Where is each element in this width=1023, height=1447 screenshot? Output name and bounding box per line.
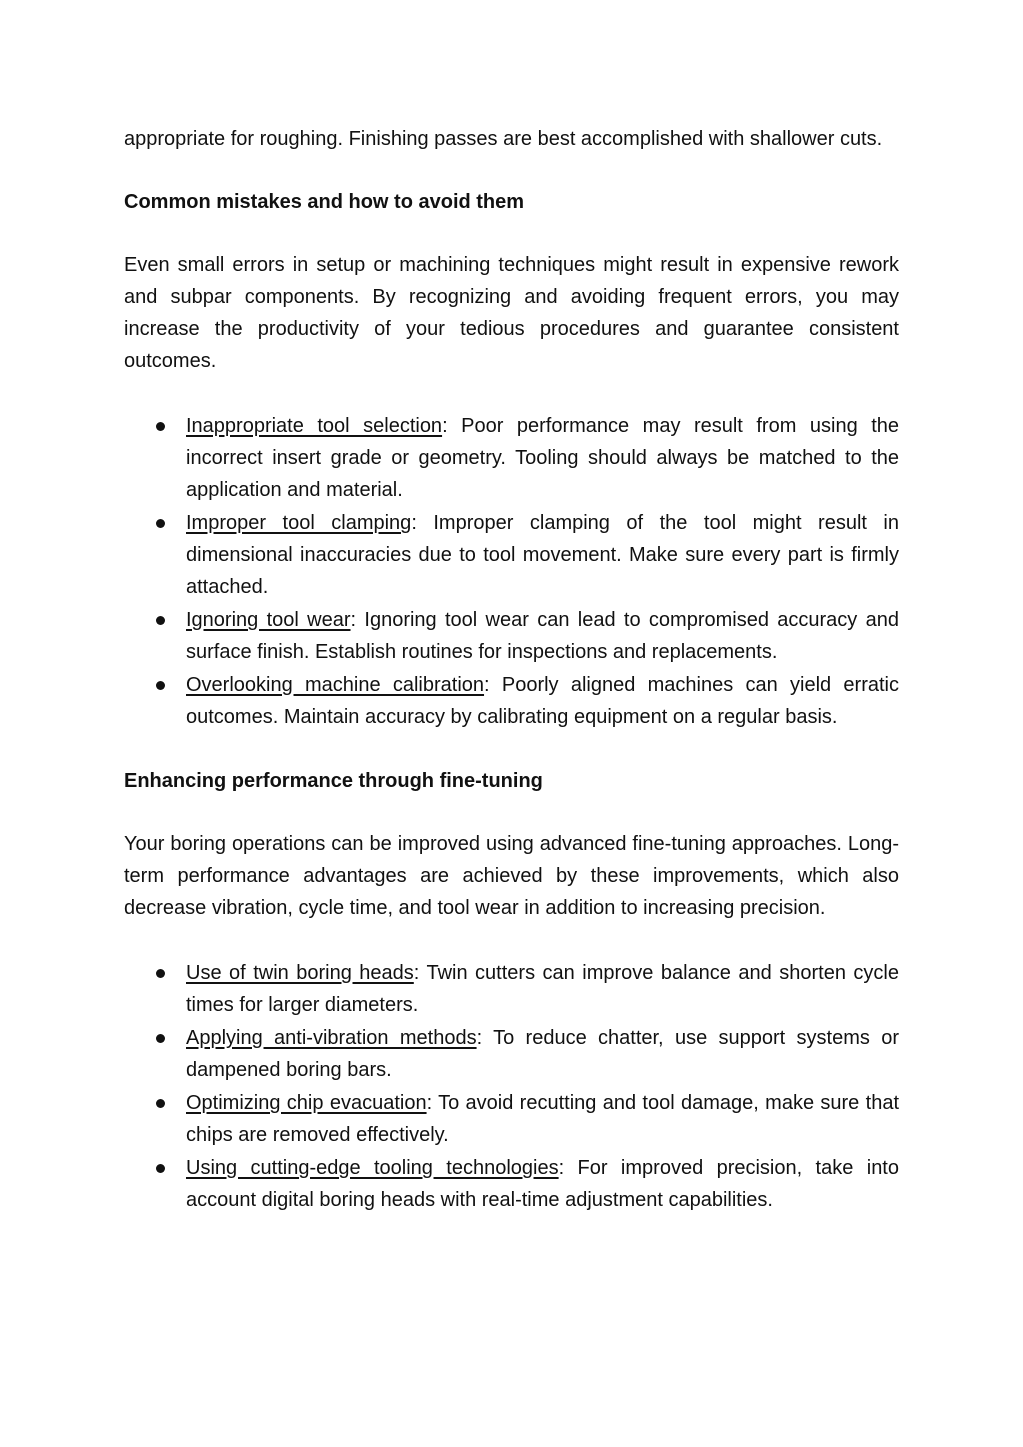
document-page xyxy=(124,123,899,1217)
list-item-text: : Improper clamping of the tool might result in dimensional inaccuracies due to tool movement. Make sure every part is firmly attached. xyxy=(186,512,899,598)
section-heading-mistakes: Common mistakes and how to avoid them xyxy=(124,191,525,213)
list-item-term: Improper tool clamping xyxy=(186,512,412,534)
bullet-icon xyxy=(156,969,165,978)
list-item-term: Ignoring tool wear xyxy=(186,609,351,631)
list-item xyxy=(186,1087,899,1151)
tuning-list xyxy=(124,957,899,1216)
list-item xyxy=(186,1022,899,1086)
list-item-text: : For improved precision, take into account digital boring heads with real-time adjustment capabilities. xyxy=(186,1157,899,1211)
section-heading-tuning: Enhancing performance through fine-tuning xyxy=(124,770,543,792)
bullet-icon xyxy=(156,1164,165,1173)
list-item-text: : To reduce chatter, use support systems or dampened boring bars. xyxy=(186,1027,899,1081)
bullet-icon xyxy=(156,681,165,690)
tuning-paragraph: Your boring operations can be improved using advanced fine-tuning approaches. Long-term performance advantages are achieved by these improvements, which also decrease vibration, cycle time, and tool wear in addition to increasing precision. xyxy=(124,833,899,919)
list-item-term: Overlooking machine calibration xyxy=(186,674,485,696)
list-item xyxy=(186,1152,899,1216)
mistakes-list xyxy=(124,410,899,733)
intro-paragraph: appropriate for roughing. Finishing passes are best accomplished with shallower cuts. xyxy=(124,128,883,150)
list-item-term: Optimizing chip evacuation xyxy=(186,1092,427,1114)
list-item-term: Inappropriate tool selection xyxy=(186,415,443,437)
list-item-text: : To avoid recutting and tool damage, make sure that chips are removed effectively. xyxy=(186,1092,899,1146)
list-item xyxy=(186,507,899,603)
list-item-term: Applying anti-vibration methods xyxy=(186,1027,477,1049)
mistakes-paragraph: Even small errors in setup or machining techniques might result in expensive rework and subpar components. By recognizing and avoiding frequent errors, you may increase the productivity of your tedious procedures and guarantee consistent outcomes. xyxy=(124,254,899,372)
bullet-icon xyxy=(156,422,165,431)
list-item-text: : Poor performance may result from using the incorrect insert grade or geometry. Tooling should always be matched to the application and material. xyxy=(186,415,900,501)
list-item xyxy=(186,669,899,733)
bullet-icon xyxy=(156,1034,165,1043)
list-item-text: : Twin cutters can improve balance and shorten cycle times for larger diameters. xyxy=(186,962,899,1016)
list-item-text: : Ignoring tool wear can lead to compromised accuracy and surface finish. Establish routines for inspections and replacements. xyxy=(186,609,899,663)
list-item xyxy=(186,410,899,506)
list-item-term: Use of twin boring heads xyxy=(186,962,414,984)
list-item xyxy=(186,957,899,1021)
list-item-text: : Poorly aligned machines can yield erratic outcomes. Maintain accuracy by calibrating equipment on a regular basis. xyxy=(186,674,899,728)
bullet-icon xyxy=(156,519,165,528)
list-item-term: Using cutting-edge tooling technologies xyxy=(186,1157,559,1179)
bullet-icon xyxy=(156,616,165,625)
bullet-icon xyxy=(156,1099,165,1108)
list-item xyxy=(186,604,899,668)
